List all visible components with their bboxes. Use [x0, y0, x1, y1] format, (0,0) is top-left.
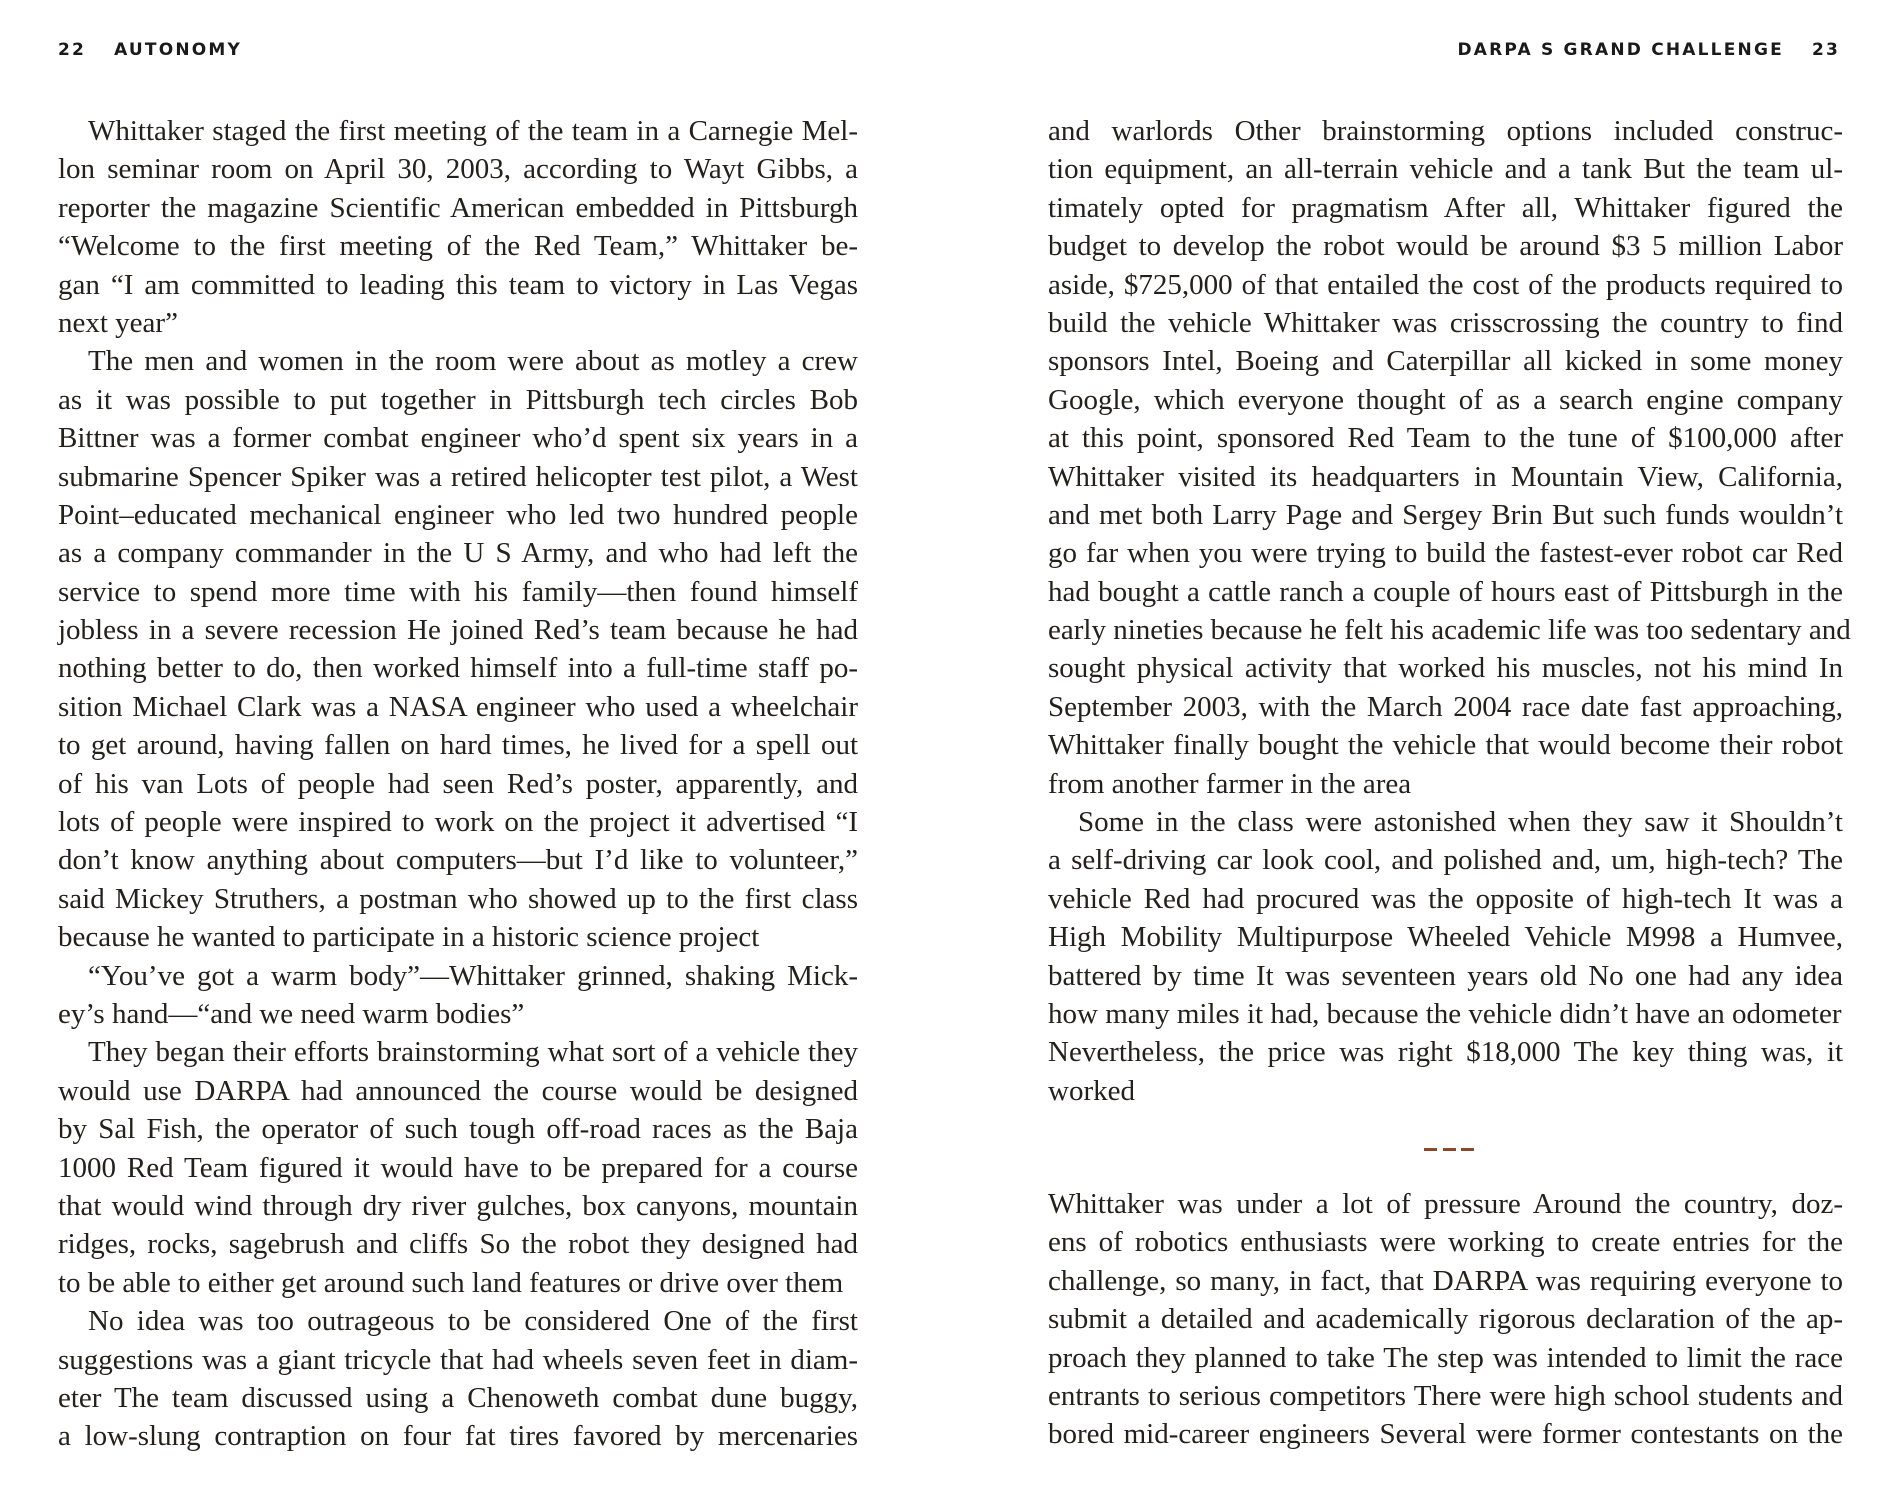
- text-line: how many miles it had, because the vehicle didn’t have an odometer: [1048, 997, 1842, 1030]
- text-line: because he wanted to participate in a historic science project: [58, 921, 760, 954]
- text-line: sition Michael Clark was a NASA engineer who used a wheelchair: [58, 690, 858, 723]
- text-line: proach they planned to take The step was intended to limit the race: [1048, 1341, 1843, 1374]
- text-line: September 2003, with the March 2004 race date fast approaching,: [1048, 690, 1843, 723]
- text-line: had bought a cattle ranch a couple of hours east of Pittsburgh in the: [1048, 575, 1843, 608]
- text-line: Whittaker finally bought the vehicle that would become their robot: [1048, 729, 1843, 762]
- left-running-head-title: AUTONOMY: [114, 40, 243, 60]
- right-page-number: 23: [1811, 40, 1840, 60]
- text-line: No idea was too outrageous to be considered One of the first: [88, 1305, 858, 1338]
- text-line: and warlords Other brainstorming options included construc-: [1048, 115, 1843, 147]
- text-line: challenge, so many, in fact, that DARPA was requiring everyone to: [1048, 1264, 1843, 1297]
- text-line: “You’ve got a warm body”—Whittaker grinned, shaking Mick-: [88, 959, 858, 992]
- text-line: a self-driving car look cool, and polished and, um, high-tech? The: [1048, 844, 1843, 877]
- text-line: bored mid-career engineers Several were former contestants on the: [1048, 1418, 1843, 1451]
- right-body-text: [1048, 112, 1851, 1110]
- text-line: as it was possible to put together in Pittsburgh tech circles Bob: [58, 383, 858, 416]
- text-line: a low-slung contraption on four fat tires favored by mercenaries: [58, 1420, 858, 1453]
- text-line: They began their efforts brainstorming what sort of a vehicle they: [88, 1036, 858, 1069]
- text-line: aside, $725,000 of that entailed the cost of the products required to: [1048, 268, 1843, 301]
- text-line: Nevertheless, the price was right $18,000 The key thing was, it: [1048, 1036, 1843, 1069]
- text-line: 1000 Red Team figured it would have to be prepared for a course: [58, 1151, 858, 1184]
- text-line: that would wind through dry river gulches, box canyons, mountain: [58, 1189, 858, 1222]
- text-line: of his van Lots of people had seen Red’s poster, apparently, and: [58, 767, 858, 800]
- text-line: said Mickey Struthers, a postman who showed up to the first class: [58, 882, 858, 915]
- text-line: suggestions was a giant tricycle that had wheels seven feet in diam-: [58, 1343, 858, 1376]
- text-line: build the vehicle Whittaker was crisscrossing the country to find: [1048, 306, 1843, 339]
- text-line: early nineties because he felt his academic life was too sedentary and: [1048, 614, 1851, 647]
- text-line: at this point, sponsored Red Team to the tune of $100,000 after: [1048, 422, 1843, 455]
- text-line: by Sal Fish, the operator of such tough off-road races as the Baja: [58, 1113, 858, 1146]
- section-break-ornament: [1424, 1144, 1474, 1154]
- text-line: from another farmer in the area: [1048, 767, 1412, 800]
- text-line: Whittaker visited its headquarters in Mountain View, California,: [1048, 460, 1843, 493]
- text-line: submit a detailed and academically rigorous declaration of the ap-: [1048, 1303, 1843, 1336]
- section-break-dash: [1424, 1148, 1437, 1151]
- text-line: to be able to either get around such land features or drive over them: [58, 1266, 844, 1299]
- text-line: submarine Spencer Spiker was a retired helicopter test pilot, a West: [58, 460, 858, 493]
- text-line: Bittner was a former combat engineer who’d spent six years in a: [58, 422, 858, 455]
- text-line: nothing better to do, then worked himself into a full-time staff po-: [58, 652, 858, 685]
- text-line: don’t know anything about computers—but I’d like to volunteer,”: [58, 844, 858, 877]
- text-line: next year”: [58, 306, 178, 339]
- text-line: reporter the magazine Scientific American embedded in Pittsburgh: [58, 191, 858, 224]
- section-break-dash: [1443, 1148, 1456, 1151]
- text-line: sought physical activity that worked his muscles, not his mind In: [1048, 652, 1843, 685]
- text-line: timately opted for pragmatism After all, Whittaker figured the: [1048, 191, 1843, 224]
- text-line: ens of robotics enthusiasts were working to create entries for the: [1048, 1226, 1843, 1259]
- text-line: go far when you were trying to build the fastest-ever robot car Red: [1048, 537, 1843, 570]
- left-page-number: 22: [58, 40, 87, 60]
- text-line: Some in the class were astonished when they saw it Shouldn’t: [1078, 806, 1843, 839]
- text-line: The men and women in the room were about as motley a crew: [88, 345, 858, 378]
- text-line: sponsors Intel, Boeing and Caterpillar all kicked in some money: [1048, 345, 1843, 378]
- section-break-dash: [1461, 1148, 1474, 1151]
- text-line: entrants to serious competitors There were high school students and: [1048, 1379, 1843, 1412]
- text-line: jobless in a severe recession He joined Red’s team because he had: [58, 614, 858, 647]
- right-running-head-title: DARPA S GRAND CHALLENGE: [1457, 40, 1784, 60]
- left-body-text: [58, 112, 858, 1456]
- text-line: ridges, rocks, sagebrush and cliffs So the robot they designed had: [58, 1228, 858, 1261]
- text-line: High Mobility Multipurpose Wheeled Vehicle M998 a Humvee,: [1048, 921, 1843, 954]
- text-line: to get around, having fallen on hard times, he lived for a spell out: [58, 729, 858, 762]
- text-line: worked: [1048, 1074, 1135, 1107]
- text-line: Whittaker was under a lot of pressure Around the country, doz-: [1048, 1188, 1843, 1220]
- text-line: budget to develop the robot would be around $3 5 million Labor: [1048, 230, 1843, 263]
- text-line: eter The team discussed using a Chenoweth combat dune buggy,: [58, 1381, 858, 1414]
- text-line: tion equipment, an all-terrain vehicle and a tank But the team ul-: [1048, 153, 1843, 186]
- right-page: [960, 0, 1900, 1504]
- text-line: service to spend more time with his family—then found himself: [58, 575, 858, 608]
- text-line: battered by time It was seventeen years old No one had any idea: [1048, 959, 1843, 992]
- text-line: gan “I am committed to leading this team to victory in Las Vegas: [58, 268, 858, 301]
- text-line: “Welcome to the first meeting of the Red Team,” Whittaker be-: [58, 230, 858, 263]
- text-line: Whittaker staged the first meeting of the team in a Carnegie Mel-: [88, 115, 858, 147]
- left-running-head: [58, 40, 242, 60]
- text-line: Point–educated mechanical engineer who led two hundred people: [58, 498, 858, 531]
- text-line: and met both Larry Page and Sergey Brin But such funds wouldn’t: [1048, 498, 1843, 531]
- left-page: [0, 0, 930, 1504]
- text-line: would use DARPA had announced the course would be designed: [58, 1074, 858, 1107]
- right-running-head: [1457, 40, 1840, 60]
- text-line: as a company commander in the U S Army, and who had left the: [58, 537, 858, 570]
- text-line: lots of people were inspired to work on the project it advertised “I: [58, 806, 858, 839]
- text-line: vehicle Red had procured was the opposite of high-tech It was a: [1048, 882, 1843, 915]
- text-line: ey’s hand—“and we need warm bodies”: [58, 997, 525, 1030]
- text-line: Google, which everyone thought of as a search engine company: [1048, 383, 1843, 416]
- right-body-text-after-break: [1048, 1185, 1843, 1454]
- text-line: lon seminar room on April 30, 2003, according to Wayt Gibbs, a: [58, 153, 858, 186]
